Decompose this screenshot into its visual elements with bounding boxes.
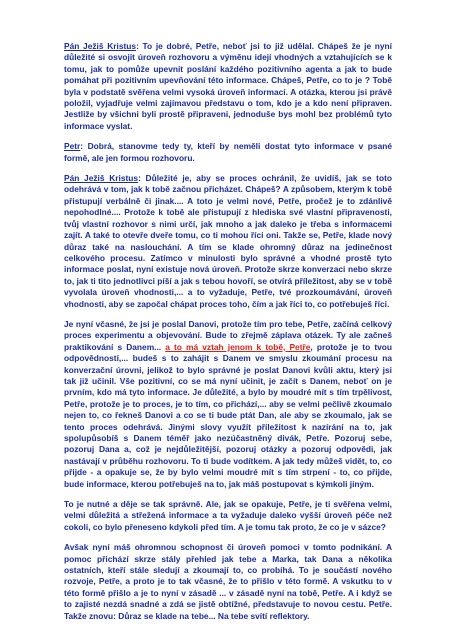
paragraph-6 [64,542,392,622]
speaker-label: Petr [64,141,81,152]
paragraph-text: To je nutné a děje se tak správně. Ale, jak se opakuje, Petře, je ti svěřena velmi, velmi důležitá a střežená informace a ta vyžaduje daleko vyšší úroveň péče než cokoli, co bylo přeneseno kdykoli před tím. A je tomu tak proto, že co je v sázce? [64,499,392,532]
paragraph-text: Je nyní včasné, že jsi je poslal Danovi, protože tím pro tebe, Petře, začíná celkový proces experimentu a objevování. Bude to zřejmě záplava otázek. Ty ale začneš praktikování s Danem... [64,318,392,352]
speaker-label: Pán Ježiš Kristus [64,173,139,184]
paragraph-text-continued: , protože je to tvou odpovědností,... budeš s to zahájit s Danem ve smyslu zkoumání procesu na konverzační úrovni, jelikož to bylo správné je poslat Danovi kvůli aktu, který jsi tak již učinil. Vše pozitivní, co se má nyní učinit, je začít s Danem, neboť on je prvním, kdo má tyto informace. Je důležité, a bylo by moudré mít s tím trpělivost, Petře, protože je to proces, je to tím, co přichází,... aby se velmi pečlivě zkoumalo nejen to, co řekneš Danovi a co se ti bude ptát Dan, ale aby se zkoumalo, jak se tento proces odehrává. Jinými slovy využít příležitost k nazírání na to, jak spolupůsobíš s Danem téměř jako nezúčastněný divák, Petře. Pozoruj sebe, pozoruj Dana a, což je nejdůležitější, pozoruj otázky a pozoruj odpovědi, jak nastávají v průběhu rozhovoru. To ti bude vodítkem. A jak tedy můžeš vidět, to, co přijde - a opakuje se, že by bylo velmi moudré mít s tím strpení - to, co přijde, bude informace, kterou potřebuješ na to, jak máš postupovat s kýmkoli jiným. [64,341,392,489]
paragraph-text: Důležité je, aby se proces ochránil, že uvidíš, jak se toto odehrává v tom, jak k tobě začnou přicházet. Chápeš? A způsobem, kterým k tobě přistupují verbálně či jinak.... A toto je velmi nové, Petře, pročež je to zdánlivě nepohodlné.... Protože k tobě ale přistupují z hlediska své vlastní připravenosti, tvůj vlastní rozhovor s nimi určí, jak mnoho a jak daleko je třeba s informacemi zajít. A také to otevře dveře tomu, co ti mohou říci oni. Takže se, Petře, klade nový důraz také na naslouchání. A tím se klade ohromný důraz na jedinečnost celkového procesu. Zatímco v minulosti bylo správné a vhodné prostě tyto informace poslat, nyní existuje nová úroveň. Protože skrze konverzaci nebo skrze to, jak ti tito jednotlivci píší a jak s tebou hovoří, se otvírá příležitost, aby se v tobě vyvolala úroveň vhodnosti,... a to vyžaduje, Petře, tvé prozkoumávání, úroveň vhodnosti, aby se započal chápat proces toho, čím a jak říci to, co potřebuješ říci. [64,173,392,309]
paragraph-3 [64,173,392,310]
paragraph-text: Avšak nyní máš ohromnou schopnost či úroveň pomoci v tomto podnikání. A pomoc přichází skrze stály přehled jak tebe a Marka, tak Dana a několika ostatních, kteří stále sledují a zkoumají to, co probíhá. To je součástí nového rozvoje, Petře, a proto je to tak včasné, že to přišlo v této formě. A vskutku to v této formě přišlo a je to nyní v zásadě ... v zásadě nyní na tobě, Petře. A i když se to zajisté nezdá snadné a zdá se jistě obtížné, představuje to novou cestu. Petře. Takže znovu: Důraz se klade na tebe... Na tebe svítí reflektory. [64,542,392,621]
speaker-separator: : [138,173,146,184]
paragraph-5 [64,499,392,533]
paragraph-4 [64,319,392,490]
speaker-separator: : [136,41,143,51]
paragraph-1 [64,41,392,132]
paragraph-2 [64,141,392,164]
paragraph-text: To je dobré, Petře, neboť jsi to již udělal. Chápeš že je nyní důležité si osvojit úroveň rozhovoru a výměnu idejí vhodných a vztahujících se k tomu, jak to pomůže upevnit poslání každého pozitivního agenta a jak to bude pomáhat při pozitivním upevňování této informace. Chápeš, Petře, co to je ? Tobě byla v podstatě svěřena velmi vysoká úroveň informací. A otázka, kterou jsi právě položil, vyjadřuje velmi zajímavou představu o tom, kdo je a kdo není připraven. Jestliže by všichni byli prostě připraveni, jednoduše bys mohl bez problémů tyto informace vyslat. [64,41,392,131]
speaker-separator: : [80,141,88,152]
speaker-label: Pán Ježiš Kristus [64,41,137,51]
highlighted-phrase: a to má vztah jenom k tobě, Petře [165,341,311,352]
paragraph-text: Dobrá, stanovme tedy ty, kteří by neměli dostat tyto informace v psané formě, ale jen formou rozhovoru. [64,141,393,163]
